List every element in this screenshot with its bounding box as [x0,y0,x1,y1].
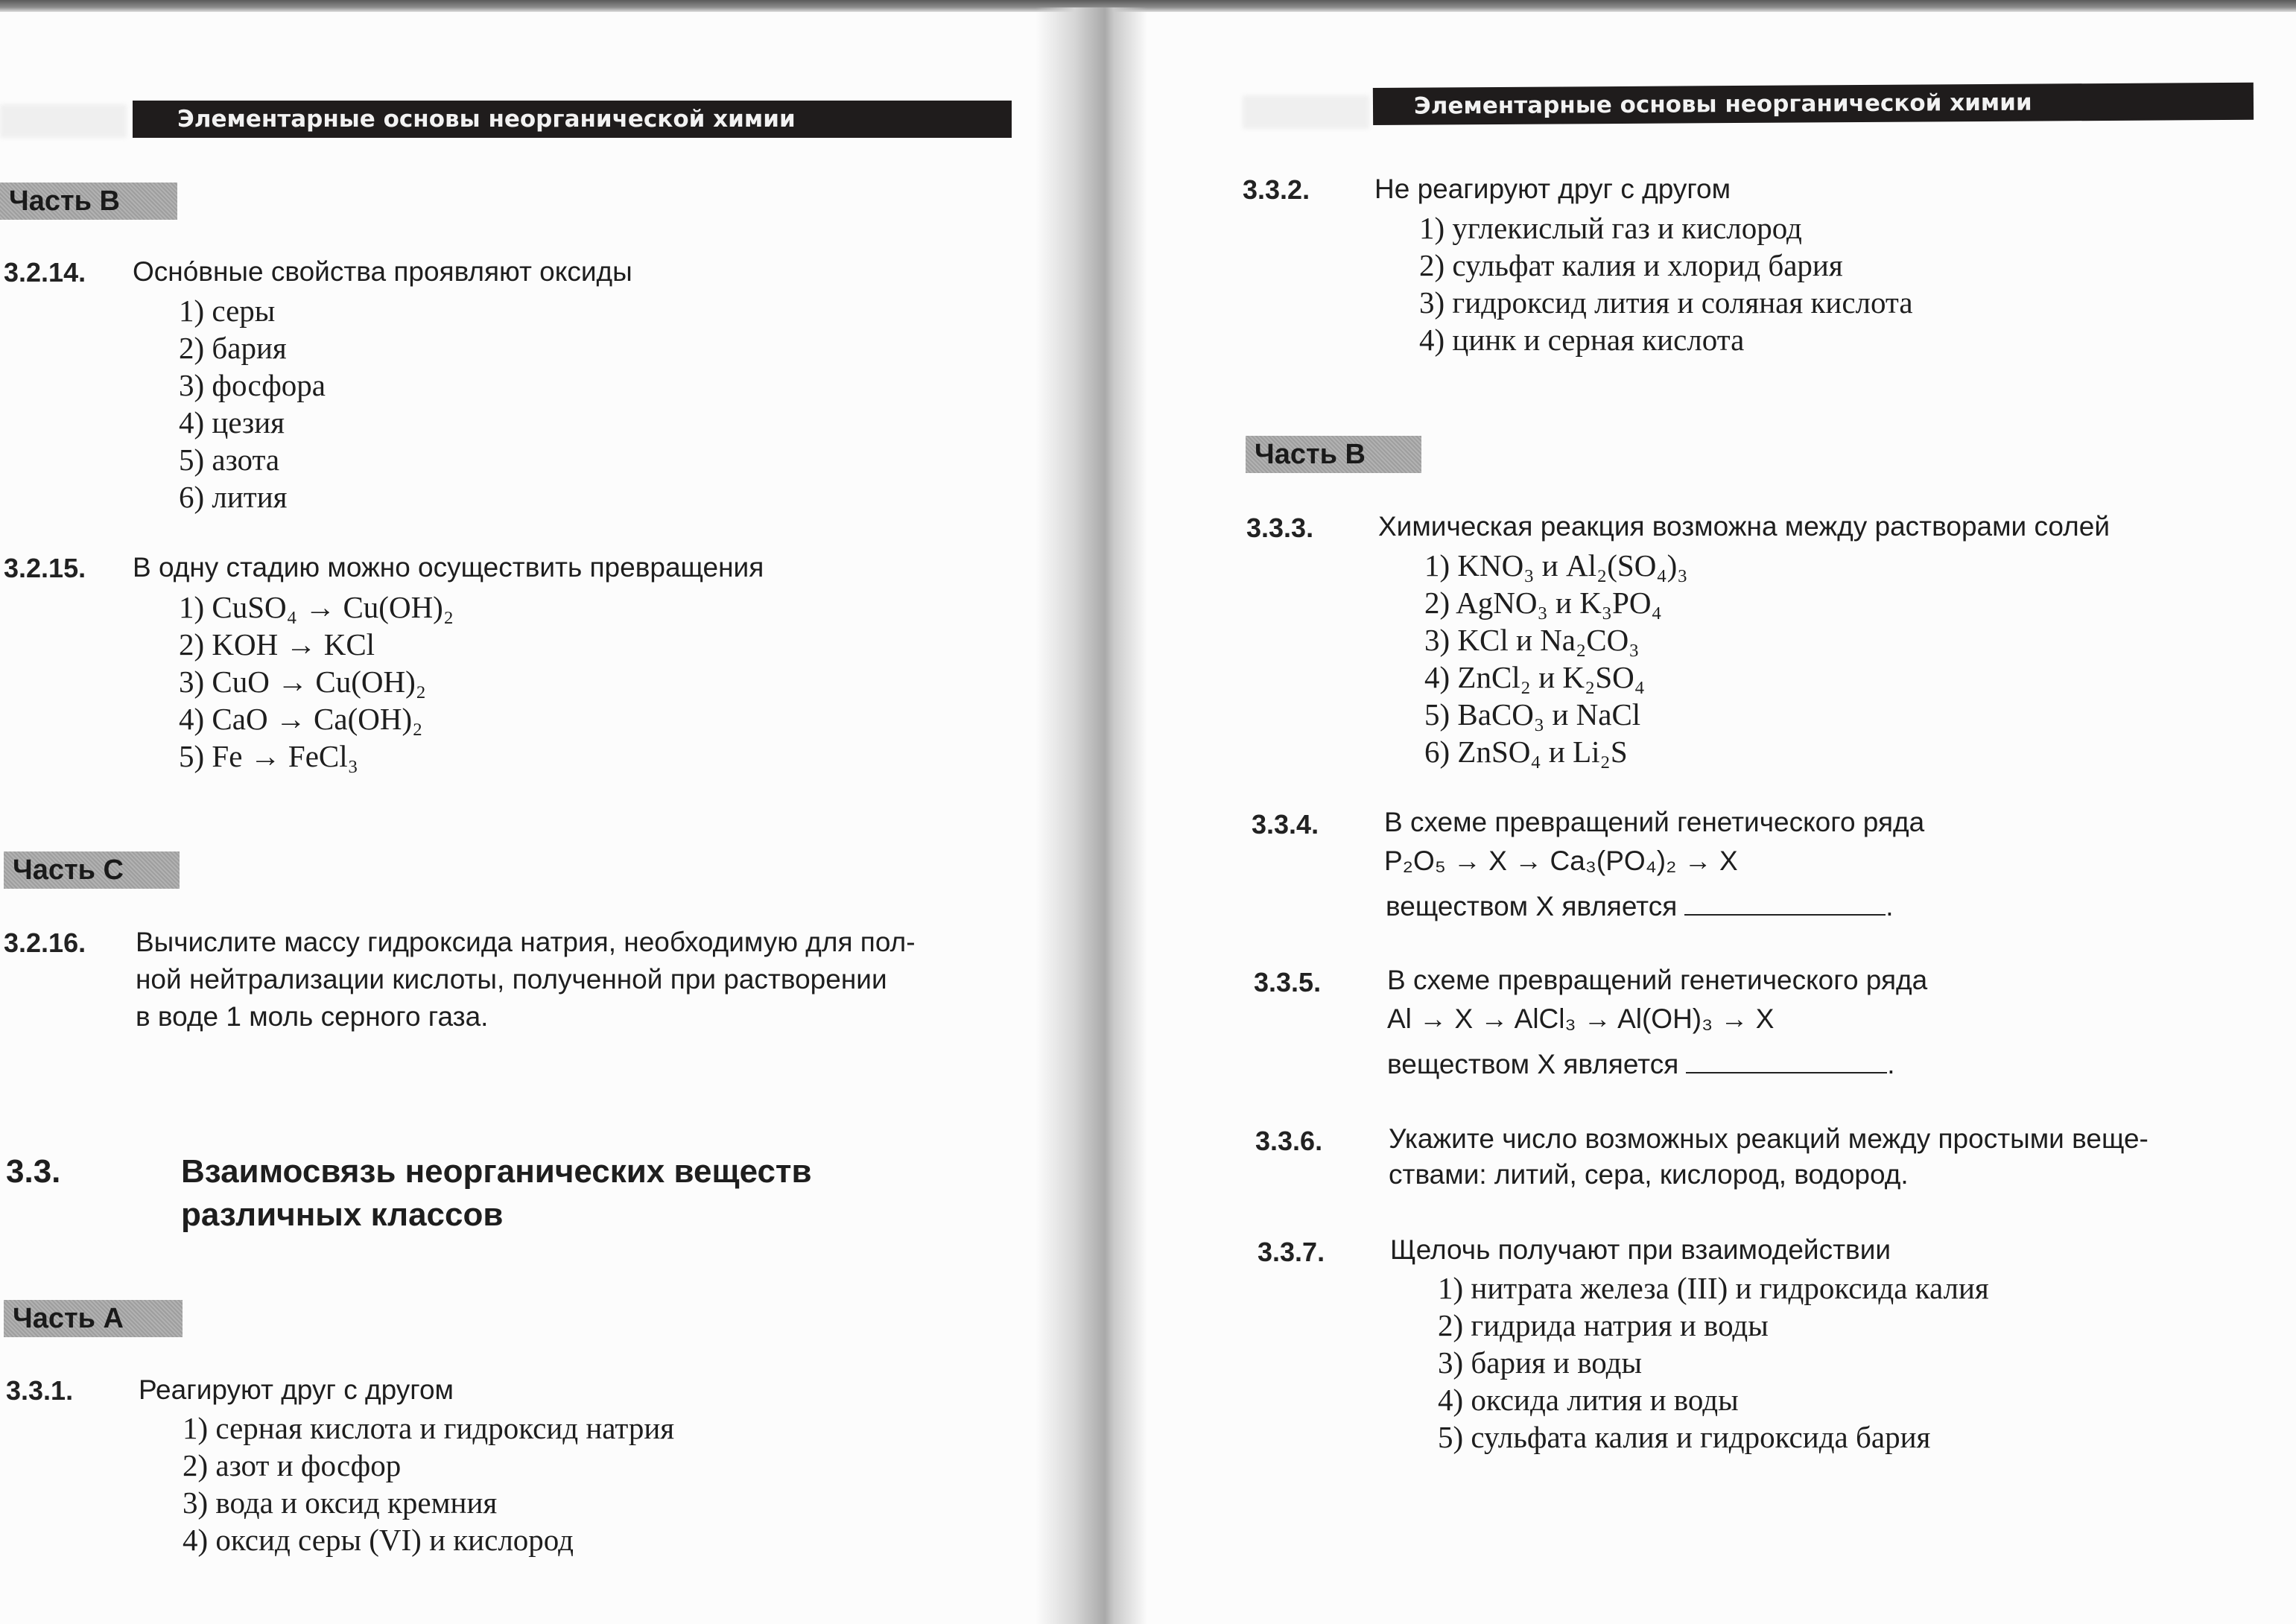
answer-line [1386,891,1894,922]
question-number: 3.3.7. [1258,1237,1325,1267]
transformation-scheme: P₂O₅ → X → Ca₃(PO₄)₂ → X [1384,846,1738,876]
section-title-line: Взаимосвязь неорганических веществ [181,1153,812,1190]
question-number: 3.3.2. [1243,174,1310,205]
answer-option: 5) сульфата калия и гидроксида бария [1438,1420,1931,1454]
answer-option: 2) AgNO₃ и K₃PO₄ [1424,586,1662,620]
answer-line [1387,1049,1895,1080]
answer-option: 3) фосфора [179,368,326,402]
answer-option: 3) гидроксид лития и соляная кислота [1419,285,1913,320]
bleed-through-mark [0,104,127,138]
question-text: Не реагируют друг с другом [1374,174,1731,204]
answer-option: 1) серы [179,294,276,328]
answer-blank[interactable] [1686,1071,1887,1073]
answer-option: 5) азота [179,443,280,477]
answer-option: 4) CaO → Ca(OH)₂ [179,702,423,736]
question-text: Щелочь получают при взаимодействии [1390,1234,1891,1265]
part-b-badge: Часть B [0,183,177,220]
answer-prompt: веществом X является [1387,1049,1679,1079]
bleed-through-mark [1243,95,1369,129]
answer-option: 1) CuSO₄ → Cu(OH)₂ [179,590,454,624]
running-head-left: Элементарные основы неорганической химии [133,101,1012,138]
transformation-scheme: Al → X → AlCl₃ → Al(OH)₃ → X [1387,1003,1775,1034]
question-text: Осно́вные свойства проявляют оксиды [133,256,632,287]
answer-option: 3) KCl и Na₂CO₃ [1424,623,1640,657]
question-number: 3.3.4. [1252,809,1319,840]
question-text-line: ствами: литий, сера, кислород, водород. [1389,1159,1909,1190]
question-text-line: ной нейтрализации кислоты, полученной при растворении [136,964,887,995]
question-number: 3.2.16. [4,927,86,958]
answer-option: 2) сульфат калия и хлорид бария [1419,248,1843,282]
answer-option: 1) углекислый газ и кислород [1419,211,1802,245]
answer-option: 1) серная кислота и гидроксид натрия [183,1411,675,1445]
question-text: В схеме превращений генетического ряда [1387,965,1928,995]
part-c-badge: Часть C [4,851,180,889]
answer-option: 2) гидрида натрия и воды [1438,1308,1769,1342]
question-number: 3.3.1. [6,1375,74,1406]
answer-option: 4) цинк и серная кислота [1419,323,1745,357]
part-a-badge: Часть A [4,1300,183,1337]
section-title-line: различных классов [181,1196,504,1233]
answer-option: 6) лития [179,480,288,514]
question-text: В схеме превращений генетического ряда [1384,807,1925,837]
question-number: 3.2.14. [4,257,86,288]
answer-option: 1) KNO₃ и Al₂(SO₄)₃ [1424,548,1688,583]
answer-option: 2) KOH → KCl [179,627,375,662]
question-number: 3.3.5. [1254,967,1322,997]
answer-option: 1) нитрата железа (III) и гидроксида калия [1438,1271,1989,1305]
question-text: В одну стадию можно осуществить превращения [133,552,764,583]
answer-option: 5) Fe → FeCl₃ [179,739,358,773]
question-number: 3.2.15. [4,553,86,583]
answer-end: . [1886,891,1894,922]
question-number: 3.3.3. [1246,513,1314,543]
answer-option: 3) вода и оксид кремния [183,1485,498,1520]
section-number: 3.3. [6,1153,61,1190]
answer-option: 4) ZnCl₂ и K₂SO₄ [1424,660,1646,694]
section-title [181,1150,812,1237]
book-top-edge [0,0,2296,12]
answer-option: 4) оксида лития и воды [1438,1383,1739,1417]
answer-end: . [1887,1049,1895,1079]
book-gutter-shadow [1036,7,1147,1624]
answer-option: 5) BaCO₃ и NaCl [1424,697,1641,732]
question-text: Реагируют друг с другом [139,1374,454,1405]
answer-blank[interactable] [1684,913,1886,916]
question-text-line: в воде 1 моль серного газа. [136,1001,489,1032]
running-head-right: Элементарные основы неорганической химии [1373,83,2254,125]
answer-option: 4) цезия [179,405,285,440]
question-text-line: Вычислите массу гидроксида натрия, необходимую для пол- [136,927,916,957]
part-b-badge: Часть B [1246,436,1421,473]
answer-option: 3) бария и воды [1438,1345,1643,1380]
question-text-line: Укажите число возможных реакций между простыми веще- [1389,1123,2148,1154]
answer-option: 2) бария [179,331,287,365]
answer-option: 3) CuO → Cu(OH)₂ [179,664,427,699]
answer-option: 2) азот и фосфор [183,1448,402,1482]
answer-option: 4) оксид серы (VI) и кислород [183,1523,574,1557]
question-text: Химическая реакция возможна между растворами солей [1378,511,2110,542]
question-number: 3.3.6. [1255,1126,1323,1156]
answer-prompt: веществом X является [1386,891,1678,922]
answer-option: 6) ZnSO₄ и Li₂S [1424,735,1628,769]
